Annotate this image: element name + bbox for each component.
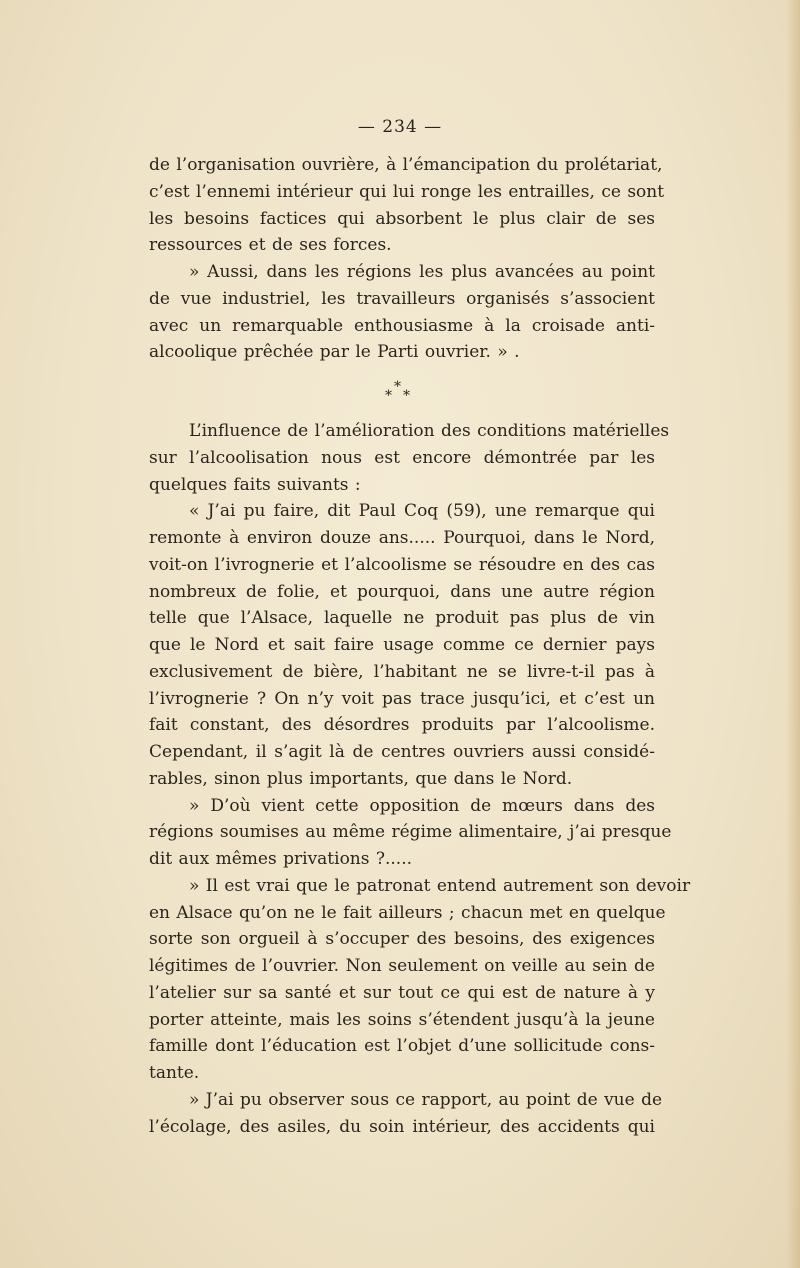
asterism-star: * bbox=[394, 379, 401, 395]
text-line: que le Nord et sait faire usage comme ce dernier pays bbox=[149, 635, 655, 655]
page-number: — 234 — bbox=[357, 117, 443, 137]
text-line: « J’ai pu faire, dit Paul Coq (59), une remarque qui bbox=[189, 501, 655, 522]
text-line: » Aussi, dans les régions les plus avancées au point bbox=[189, 262, 655, 282]
paragraph bbox=[149, 1087, 663, 1141]
text-line: quelques faits suivants : bbox=[149, 474, 361, 495]
paragraph bbox=[149, 793, 672, 873]
paragraph bbox=[149, 418, 670, 498]
text-line: famille dont l’éducation est l’objet d’une sollicitude cons- bbox=[149, 1036, 655, 1057]
text-line: dit aux mêmes privations ?..... bbox=[149, 849, 413, 869]
text-line: » Il est vrai que le patronat entend autrement son devoir bbox=[189, 875, 691, 896]
text-line: L’influence de l’amélioration des conditions matérielles bbox=[189, 421, 670, 441]
text-line: fait constant, des désordres produits par l’alcoolisme. bbox=[149, 715, 655, 736]
paragraph bbox=[149, 873, 691, 1087]
text-line: nombreux de folie, et pourquoi, dans une autre région bbox=[149, 581, 655, 602]
text-line: rables, sinon plus importants, que dans le Nord. bbox=[149, 768, 573, 789]
page-edge-shadow bbox=[786, 0, 800, 1268]
text-line: avec un remarquable enthousiasme à la croisade anti- bbox=[149, 315, 655, 336]
text-line: voit-on l’ivrognerie et l’alcoolisme se résoudre en des cas bbox=[149, 554, 655, 575]
text-line: de l’organisation ouvrière, à l’émancipation du prolétariat, bbox=[149, 155, 663, 175]
text-line: remonte à environ douze ans..... Pourquoi, dans le Nord, bbox=[149, 528, 655, 548]
text-line: Cependant, il s’agit là de centres ouvriers aussi considé- bbox=[149, 742, 655, 762]
paragraph bbox=[149, 259, 655, 366]
text-line: alcoolique prêchée par le Parti ouvrier. » . bbox=[149, 342, 520, 363]
body-text bbox=[149, 152, 691, 1140]
text-line: en Alsace qu’on ne le fait ailleurs ; chacun met en quelque bbox=[149, 902, 666, 923]
asterism-star: * bbox=[385, 388, 392, 404]
asterism-star: * bbox=[403, 388, 410, 404]
paragraph bbox=[149, 152, 665, 259]
text-line: exclusivement de bière, l’habitant ne se livre-t-il pas à bbox=[149, 661, 655, 682]
text-line: l’ivrognerie ? On n’y voit pas trace jusqu’ici, et c’est un bbox=[149, 688, 655, 709]
text-line: ressources et de ses forces. bbox=[149, 235, 392, 256]
text-line: sorte son orgueil à s’occuper des besoins, des exigences bbox=[149, 929, 655, 950]
text-line: l’atelier sur sa santé et sur tout ce qui est de nature à y bbox=[149, 982, 655, 1003]
text-line: légitimes de l’ouvrier. Non seulement on veille au sein de bbox=[149, 956, 655, 976]
text-line: » D’où vient cette opposition de mœurs dans des bbox=[189, 795, 655, 816]
text-line: porter atteinte, mais les soins s’étendent jusqu’à la jeune bbox=[149, 1009, 655, 1030]
text-line: les besoins factices qui absorbent le plus clair de ses bbox=[149, 208, 655, 229]
paragraph bbox=[149, 498, 655, 792]
text-line: de vue industriel, les travailleurs organisés s’associent bbox=[149, 288, 655, 309]
text-line: l’écolage, des asiles, du soin intérieur, des accidents qui bbox=[149, 1116, 655, 1137]
text-line: telle que l’Alsace, laquelle ne produit pas plus de vin bbox=[149, 608, 655, 629]
text-line: régions soumises au même régime alimentaire, j’ai presque bbox=[149, 822, 672, 843]
text-line: » J’ai pu observer sous ce rapport, au point de vue de bbox=[189, 1089, 663, 1110]
section-asterism bbox=[149, 366, 655, 418]
text-line: tante. bbox=[149, 1063, 200, 1083]
text-line: c’est l’ennemi intérieur qui lui ronge les entrailles, ce sont bbox=[149, 181, 665, 202]
text-line: sur l’alcoolisation nous est encore démontrée par les bbox=[149, 447, 655, 468]
